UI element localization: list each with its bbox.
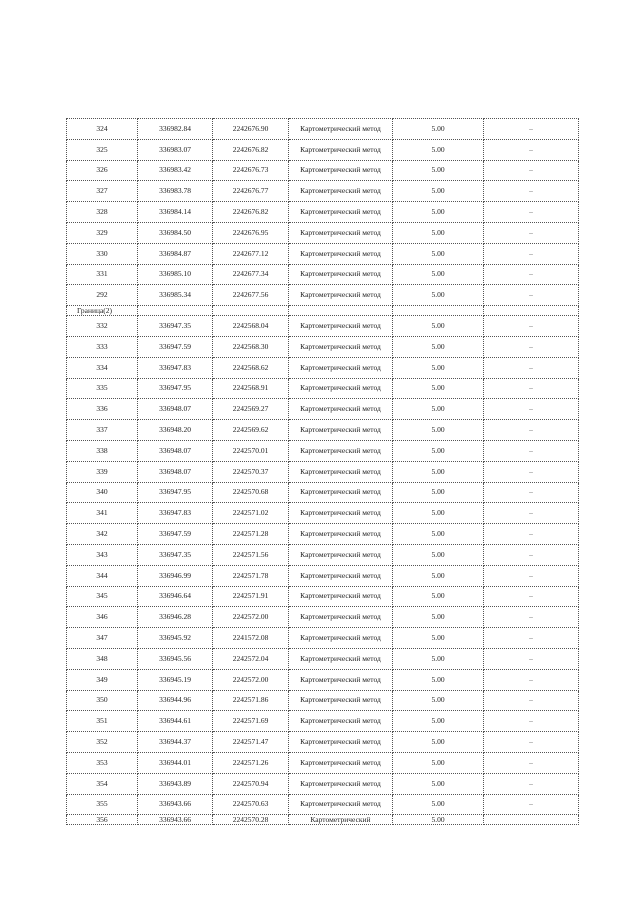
note-cell: – — [484, 565, 579, 586]
point-number-cell: 337 — [67, 420, 138, 441]
table-row — [67, 378, 579, 399]
table-row — [67, 732, 579, 753]
y-coordinate-cell: 2242676.77 — [213, 181, 289, 202]
x-coordinate-cell: 336948.07 — [138, 399, 213, 420]
point-number-cell: 340 — [67, 482, 138, 503]
point-number-cell: 351 — [67, 711, 138, 732]
table-row — [67, 461, 579, 482]
y-coordinate-cell: 2242572.00 — [213, 669, 289, 690]
table-row — [67, 690, 579, 711]
point-number-cell: 342 — [67, 524, 138, 545]
y-coordinate-cell: 2242677.56 — [213, 285, 289, 306]
table-row — [67, 181, 579, 202]
method-cell: Картометрический метод — [289, 544, 393, 565]
boundary-empty-cell — [289, 306, 393, 316]
y-coordinate-cell: 2241572.08 — [213, 628, 289, 649]
table-row — [67, 222, 579, 243]
table-row — [67, 399, 579, 420]
point-number-cell: 327 — [67, 181, 138, 202]
method-cell: Картометрический метод — [289, 690, 393, 711]
y-coordinate-cell: 2242676.82 — [213, 202, 289, 223]
y-coordinate-cell: 2242568.62 — [213, 357, 289, 378]
accuracy-cell: 5.00 — [393, 160, 484, 181]
point-number-cell: 328 — [67, 202, 138, 223]
x-coordinate-cell: 336947.83 — [138, 357, 213, 378]
accuracy-cell: 5.00 — [393, 285, 484, 306]
y-coordinate-cell: 2242572.04 — [213, 648, 289, 669]
point-number-cell: 324 — [67, 119, 138, 140]
table-row — [67, 752, 579, 773]
method-cell: Картометрический метод — [289, 440, 393, 461]
method-cell: Картометрический метод — [289, 222, 393, 243]
point-number-cell: 345 — [67, 586, 138, 607]
method-cell: Картометрический метод — [289, 773, 393, 794]
accuracy-cell: 5.00 — [393, 357, 484, 378]
method-cell: Картометрический метод — [289, 243, 393, 264]
point-number-cell: 292 — [67, 285, 138, 306]
point-number-cell: 343 — [67, 544, 138, 565]
method-cell: Картометрический метод — [289, 482, 393, 503]
accuracy-cell: 5.00 — [393, 316, 484, 337]
point-number-cell: 356 — [67, 815, 138, 825]
x-coordinate-cell: 336985.10 — [138, 264, 213, 285]
point-number-cell: 349 — [67, 669, 138, 690]
y-coordinate-cell: 2242570.63 — [213, 794, 289, 815]
point-number-cell: 353 — [67, 752, 138, 773]
table-row — [67, 243, 579, 264]
y-coordinate-cell: 2242571.02 — [213, 503, 289, 524]
y-coordinate-cell: 2242572.00 — [213, 607, 289, 628]
point-number-cell: 338 — [67, 440, 138, 461]
accuracy-cell: 5.00 — [393, 524, 484, 545]
x-coordinate-cell: 336947.59 — [138, 336, 213, 357]
note-cell: – — [484, 482, 579, 503]
accuracy-cell: 5.00 — [393, 378, 484, 399]
note-cell: – — [484, 399, 579, 420]
y-coordinate-cell: 2242571.91 — [213, 586, 289, 607]
method-cell: Картометрический метод — [289, 160, 393, 181]
x-coordinate-cell: 336945.92 — [138, 628, 213, 649]
method-cell: Картометрический метод — [289, 503, 393, 524]
boundary-empty-cell — [138, 306, 213, 316]
table-row — [67, 648, 579, 669]
table-row — [67, 357, 579, 378]
note-cell: – — [484, 160, 579, 181]
note-cell: – — [484, 711, 579, 732]
x-coordinate-cell: 336943.66 — [138, 815, 213, 825]
x-coordinate-cell: 336946.99 — [138, 565, 213, 586]
boundary-empty-cell — [393, 306, 484, 316]
note-cell: – — [484, 119, 579, 140]
note-cell: – — [484, 316, 579, 337]
point-number-cell: 335 — [67, 378, 138, 399]
table-row — [67, 773, 579, 794]
coordinates-table-body — [67, 119, 579, 825]
x-coordinate-cell: 336984.14 — [138, 202, 213, 223]
x-coordinate-cell: 336947.95 — [138, 482, 213, 503]
x-coordinate-cell: 336946.28 — [138, 607, 213, 628]
y-coordinate-cell: 2242571.26 — [213, 752, 289, 773]
boundary-header-row — [67, 306, 579, 316]
accuracy-cell: 5.00 — [393, 222, 484, 243]
table-row — [67, 139, 579, 160]
table-row — [67, 586, 579, 607]
note-cell: – — [484, 357, 579, 378]
method-cell: Картометрический метод — [289, 202, 393, 223]
method-cell: Картометрический метод — [289, 399, 393, 420]
x-coordinate-cell: 336984.50 — [138, 222, 213, 243]
note-cell: – — [484, 503, 579, 524]
accuracy-cell: 5.00 — [393, 243, 484, 264]
point-number-cell: 347 — [67, 628, 138, 649]
x-coordinate-cell: 336985.34 — [138, 285, 213, 306]
y-coordinate-cell: 2242571.86 — [213, 690, 289, 711]
y-coordinate-cell: 2242570.37 — [213, 461, 289, 482]
y-coordinate-cell: 2242571.28 — [213, 524, 289, 545]
point-number-cell: 326 — [67, 160, 138, 181]
x-coordinate-cell: 336947.83 — [138, 503, 213, 524]
y-coordinate-cell: 2242571.69 — [213, 711, 289, 732]
method-cell: Картометрический метод — [289, 420, 393, 441]
x-coordinate-cell: 336947.59 — [138, 524, 213, 545]
note-cell: – — [484, 648, 579, 669]
note-cell: – — [484, 586, 579, 607]
note-cell: – — [484, 378, 579, 399]
note-cell: – — [484, 628, 579, 649]
method-cell: Картометрический метод — [289, 732, 393, 753]
point-number-cell: 333 — [67, 336, 138, 357]
method-cell: Картометрический метод — [289, 285, 393, 306]
x-coordinate-cell: 336943.89 — [138, 773, 213, 794]
accuracy-cell: 5.00 — [393, 752, 484, 773]
table-row — [67, 264, 579, 285]
note-cell: – — [484, 202, 579, 223]
note-cell: – — [484, 181, 579, 202]
table-row — [67, 565, 579, 586]
accuracy-cell: 5.00 — [393, 420, 484, 441]
y-coordinate-cell: 2242568.30 — [213, 336, 289, 357]
table-row — [67, 160, 579, 181]
method-cell: Картометрический метод — [289, 524, 393, 545]
y-coordinate-cell: 2242676.95 — [213, 222, 289, 243]
y-coordinate-cell: 2242568.04 — [213, 316, 289, 337]
accuracy-cell: 5.00 — [393, 264, 484, 285]
x-coordinate-cell: 336944.01 — [138, 752, 213, 773]
x-coordinate-cell: 336945.56 — [138, 648, 213, 669]
note-cell — [484, 815, 579, 825]
accuracy-cell: 5.00 — [393, 794, 484, 815]
accuracy-cell: 5.00 — [393, 628, 484, 649]
method-cell: Картометрический метод — [289, 357, 393, 378]
accuracy-cell: 5.00 — [393, 815, 484, 825]
y-coordinate-cell: 2242570.68 — [213, 482, 289, 503]
boundary-label: Граница(2) — [67, 306, 138, 316]
accuracy-cell: 5.00 — [393, 440, 484, 461]
method-cell: Картометрический метод — [289, 316, 393, 337]
y-coordinate-cell: 2242571.47 — [213, 732, 289, 753]
accuracy-cell: 5.00 — [393, 336, 484, 357]
accuracy-cell: 5.00 — [393, 181, 484, 202]
note-cell: – — [484, 669, 579, 690]
note-cell: – — [484, 732, 579, 753]
y-coordinate-cell: 2242677.34 — [213, 264, 289, 285]
accuracy-cell: 5.00 — [393, 139, 484, 160]
point-number-cell: 330 — [67, 243, 138, 264]
x-coordinate-cell: 336944.61 — [138, 711, 213, 732]
y-coordinate-cell: 2242570.94 — [213, 773, 289, 794]
accuracy-cell: 5.00 — [393, 648, 484, 669]
method-cell: Картометрический метод — [289, 139, 393, 160]
x-coordinate-cell: 336946.64 — [138, 586, 213, 607]
y-coordinate-cell: 2242677.12 — [213, 243, 289, 264]
point-number-cell: 344 — [67, 565, 138, 586]
x-coordinate-cell: 336984.87 — [138, 243, 213, 264]
x-coordinate-cell: 336982.84 — [138, 119, 213, 140]
y-coordinate-cell: 2242570.01 — [213, 440, 289, 461]
method-cell: Картометрический метод — [289, 607, 393, 628]
method-cell: Картометрический метод — [289, 669, 393, 690]
table-row — [67, 794, 579, 815]
table-row — [67, 316, 579, 337]
note-cell: – — [484, 264, 579, 285]
accuracy-cell: 5.00 — [393, 773, 484, 794]
method-cell: Картометрический метод — [289, 711, 393, 732]
accuracy-cell: 5.00 — [393, 711, 484, 732]
method-cell: Картометрический метод — [289, 648, 393, 669]
accuracy-cell: 5.00 — [393, 565, 484, 586]
table-row — [67, 202, 579, 223]
note-cell: – — [484, 243, 579, 264]
x-coordinate-cell: 336945.19 — [138, 669, 213, 690]
point-number-cell: 354 — [67, 773, 138, 794]
x-coordinate-cell: 336948.07 — [138, 461, 213, 482]
table-row — [67, 544, 579, 565]
point-number-cell: 350 — [67, 690, 138, 711]
note-cell: – — [484, 336, 579, 357]
accuracy-cell: 5.00 — [393, 202, 484, 223]
note-cell: – — [484, 285, 579, 306]
x-coordinate-cell: 336944.37 — [138, 732, 213, 753]
method-cell: Картометрический метод — [289, 586, 393, 607]
table-row — [67, 420, 579, 441]
point-number-cell: 348 — [67, 648, 138, 669]
method-cell: Картометрический метод — [289, 264, 393, 285]
y-coordinate-cell: 2242569.27 — [213, 399, 289, 420]
note-cell: – — [484, 524, 579, 545]
accuracy-cell: 5.00 — [393, 586, 484, 607]
point-number-cell: 325 — [67, 139, 138, 160]
table-row — [67, 440, 579, 461]
table-row — [67, 628, 579, 649]
method-cell: Картометрический метод — [289, 181, 393, 202]
table-row — [67, 119, 579, 140]
table-row — [67, 607, 579, 628]
method-cell: Картометрический метод — [289, 628, 393, 649]
accuracy-cell: 5.00 — [393, 119, 484, 140]
accuracy-cell: 5.00 — [393, 399, 484, 420]
table-row — [67, 482, 579, 503]
point-number-cell: 346 — [67, 607, 138, 628]
x-coordinate-cell: 336947.35 — [138, 544, 213, 565]
table-row — [67, 524, 579, 545]
y-coordinate-cell: 2242571.78 — [213, 565, 289, 586]
accuracy-cell: 5.00 — [393, 607, 484, 628]
accuracy-cell: 5.00 — [393, 732, 484, 753]
table-row — [67, 669, 579, 690]
accuracy-cell: 5.00 — [393, 461, 484, 482]
x-coordinate-cell: 336943.66 — [138, 794, 213, 815]
point-number-cell: 341 — [67, 503, 138, 524]
point-number-cell: 352 — [67, 732, 138, 753]
method-cell: Картометрический — [289, 815, 393, 825]
table-row — [67, 711, 579, 732]
note-cell: – — [484, 222, 579, 243]
method-cell: Картометрический метод — [289, 119, 393, 140]
note-cell: – — [484, 420, 579, 441]
x-coordinate-cell: 336983.07 — [138, 139, 213, 160]
point-number-cell: 334 — [67, 357, 138, 378]
note-cell: – — [484, 690, 579, 711]
method-cell: Картометрический метод — [289, 461, 393, 482]
coordinates-table — [66, 118, 579, 825]
point-number-cell: 339 — [67, 461, 138, 482]
method-cell: Картометрический метод — [289, 794, 393, 815]
note-cell: – — [484, 794, 579, 815]
x-coordinate-cell: 336948.07 — [138, 440, 213, 461]
x-coordinate-cell: 336983.78 — [138, 181, 213, 202]
x-coordinate-cell: 336948.20 — [138, 420, 213, 441]
table-row — [67, 285, 579, 306]
accuracy-cell: 5.00 — [393, 669, 484, 690]
boundary-empty-cell — [213, 306, 289, 316]
boundary-empty-cell — [484, 306, 579, 316]
table-row — [67, 503, 579, 524]
note-cell: – — [484, 461, 579, 482]
note-cell: – — [484, 773, 579, 794]
y-coordinate-cell: 2242676.73 — [213, 160, 289, 181]
point-number-cell: 332 — [67, 316, 138, 337]
note-cell: – — [484, 139, 579, 160]
point-number-cell: 329 — [67, 222, 138, 243]
accuracy-cell: 5.00 — [393, 544, 484, 565]
y-coordinate-cell: 2242571.56 — [213, 544, 289, 565]
note-cell: – — [484, 440, 579, 461]
x-coordinate-cell: 336944.96 — [138, 690, 213, 711]
accuracy-cell: 5.00 — [393, 482, 484, 503]
point-number-cell: 355 — [67, 794, 138, 815]
y-coordinate-cell: 2242676.90 — [213, 119, 289, 140]
note-cell: – — [484, 752, 579, 773]
table-row — [67, 815, 579, 825]
method-cell: Картометрический метод — [289, 336, 393, 357]
accuracy-cell: 5.00 — [393, 690, 484, 711]
y-coordinate-cell: 2242569.62 — [213, 420, 289, 441]
y-coordinate-cell: 2242570.28 — [213, 815, 289, 825]
method-cell: Картометрический метод — [289, 565, 393, 586]
note-cell: – — [484, 544, 579, 565]
table-row — [67, 336, 579, 357]
method-cell: Картометрический метод — [289, 752, 393, 773]
point-number-cell: 331 — [67, 264, 138, 285]
x-coordinate-cell: 336983.42 — [138, 160, 213, 181]
x-coordinate-cell: 336947.35 — [138, 316, 213, 337]
y-coordinate-cell: 2242676.82 — [213, 139, 289, 160]
note-cell: – — [484, 607, 579, 628]
point-number-cell: 336 — [67, 399, 138, 420]
x-coordinate-cell: 336947.95 — [138, 378, 213, 399]
y-coordinate-cell: 2242568.91 — [213, 378, 289, 399]
accuracy-cell: 5.00 — [393, 503, 484, 524]
method-cell: Картометрический метод — [289, 378, 393, 399]
